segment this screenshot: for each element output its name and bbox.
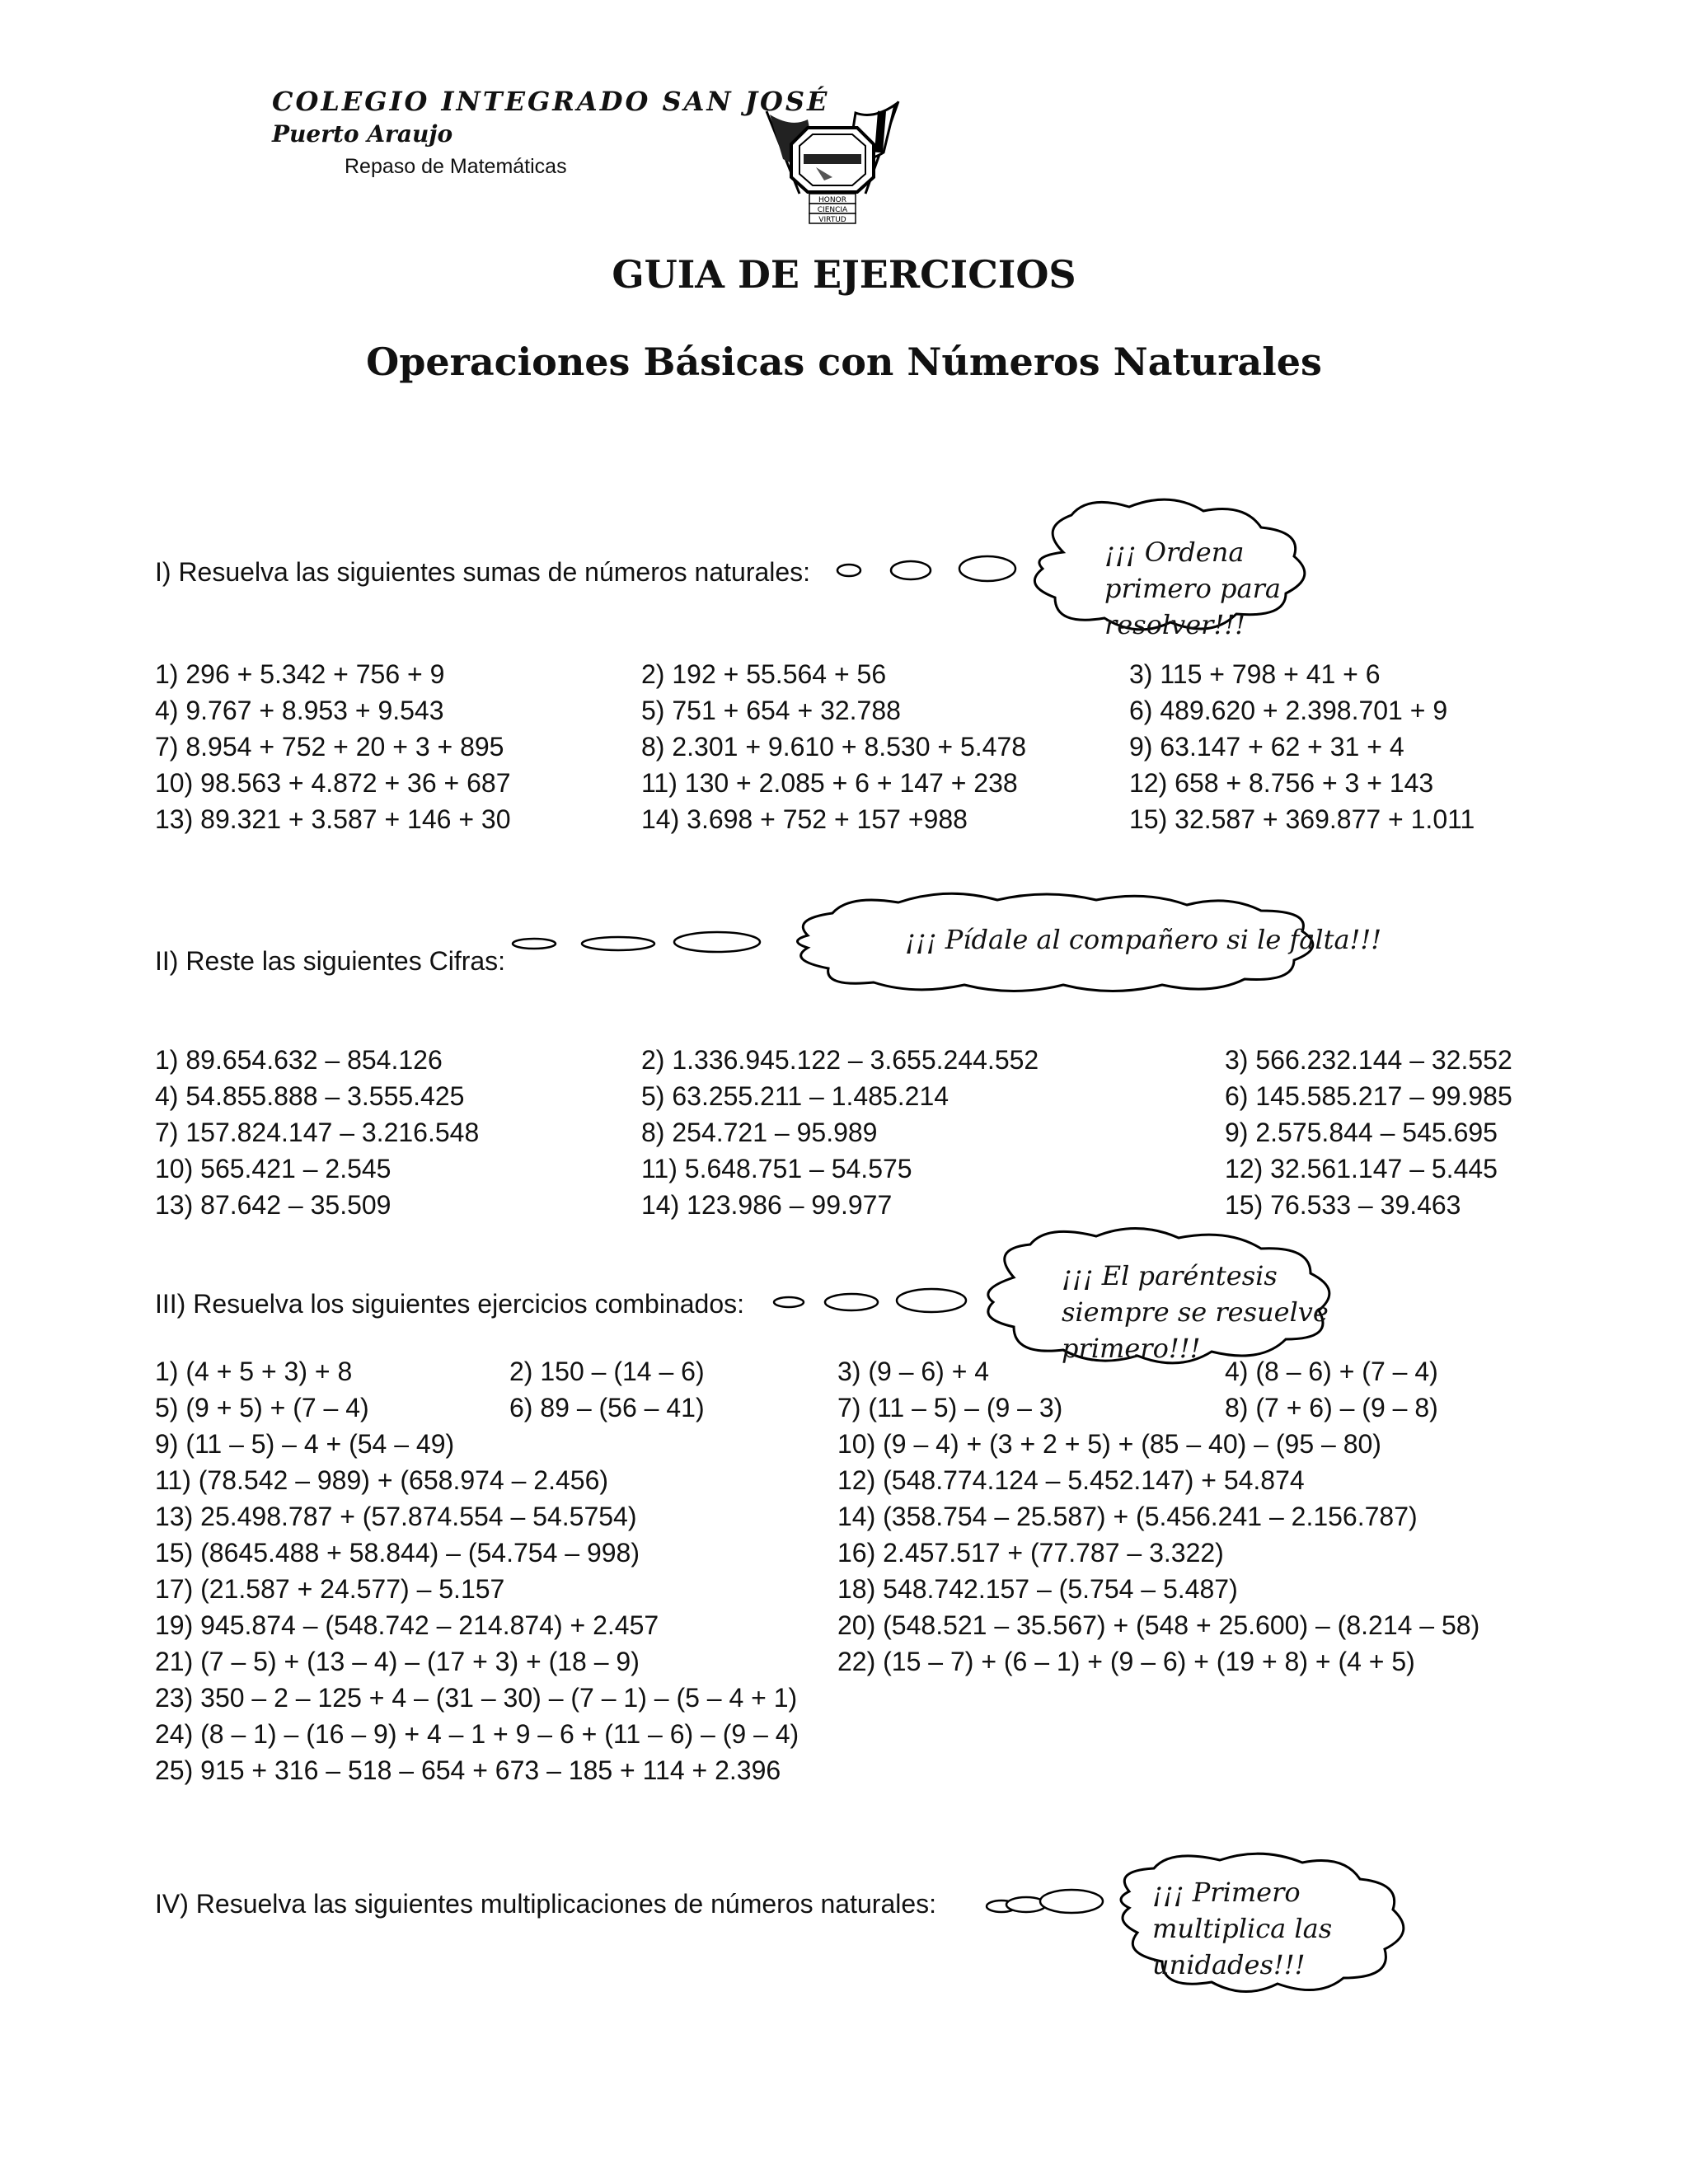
bubble-1-line-1: ¡¡¡ Ordena [1104,537,1245,568]
combined-item: 18) 548.742.157 – (5.754 – 5.487) [837,1574,1238,1604]
page-title: GUIA DE EJERCICIOS [612,252,1076,297]
combined-item: 3) (9 – 6) + 4 [837,1357,990,1386]
sum-item: 2) 192 + 55.564 + 56 [641,659,887,689]
combined-item: 7) (11 – 5) – (9 – 3) [837,1393,1063,1422]
combined-item: 24) (8 – 1) – (16 – 9) + 4 – 1 + 9 – 6 + (11 – 6) – (9 – 4) [155,1719,799,1749]
bubble-4-line-3: unidades!!! [1152,1949,1306,1980]
subtraction-item: 9) 2.575.844 – 545.695 [1225,1118,1498,1147]
subtraction-item: 6) 145.585.217 – 99.985 [1225,1081,1512,1111]
bubble-1-line-3: resolver!!! [1104,609,1246,640]
page-subtitle: Operaciones Básicas con Números Naturales [366,340,1322,384]
combined-item: 17) (21.587 + 24.577) – 5.157 [155,1574,505,1604]
sum-item: 7) 8.954 + 752 + 20 + 3 + 895 [155,732,504,762]
bubble-2-line-1: ¡¡¡ Pídale al compañero si le falta!!! [905,924,1382,955]
sum-item: 4) 9.767 + 8.953 + 9.543 [155,696,444,725]
section-2-heading: II) Reste las siguientes Cifras: [155,946,506,976]
bubble-1-line-2: primero para [1104,573,1281,604]
bubble-3-line-2: siempre se resuelve [1062,1296,1329,1328]
combined-item: 19) 945.874 – (548.742 – 214.874) + 2.457 [155,1610,659,1640]
sum-item: 15) 32.587 + 369.877 + 1.011 [1129,804,1475,834]
section-3-heading: III) Resuelva los siguientes ejercicios combinados: [155,1289,744,1319]
combined-item: 10) (9 – 4) + (3 + 2 + 5) + (85 – 40) – (95 – 80) [837,1429,1381,1459]
combined-item: 2) 150 – (14 – 6) [509,1357,705,1386]
school-town: Puerto Araujo [272,120,453,148]
sum-item: 8) 2.301 + 9.610 + 8.530 + 5.478 [641,732,1027,762]
sum-item: 6) 489.620 + 2.398.701 + 9 [1129,696,1448,725]
combined-item: 20) (548.521 – 35.567) + (548 + 25.600) – (8.214 – 58) [837,1610,1480,1640]
combined-item: 23) 350 – 2 – 125 + 4 – (31 – 30) – (7 – 1) – (5 – 4 + 1) [155,1683,798,1713]
sum-item: 5) 751 + 654 + 32.788 [641,696,901,725]
combined-item: 14) (358.754 – 25.587) + (5.456.241 – 2.156.787) [837,1502,1418,1531]
combined-item: 6) 89 – (56 – 41) [509,1393,705,1422]
subject-label: Repaso de Matemáticas [345,155,567,178]
sum-item: 14) 3.698 + 752 + 157 +988 [641,804,968,834]
combined-item: 8) (7 + 6) – (9 – 8) [1225,1393,1438,1422]
sum-item: 12) 658 + 8.756 + 3 + 143 [1129,768,1434,798]
combined-item: 5) (9 + 5) + (7 – 4) [155,1393,369,1422]
subtraction-item: 2) 1.336.945.122 – 3.655.244.552 [641,1045,1039,1075]
section-4-heading: IV) Resuelva las siguientes multiplicaciones de números naturales: [155,1889,937,1919]
combined-item: 1) (4 + 5 + 3) + 8 [155,1357,353,1386]
bubble-4-line-2: multiplica las [1152,1913,1333,1944]
svg-text:HONOR: HONOR [818,196,846,204]
sum-item: 9) 63.147 + 62 + 31 + 4 [1129,732,1404,762]
sum-item: 3) 115 + 798 + 41 + 6 [1129,659,1381,689]
combined-item: 15) (8645.488 + 58.844) – (54.754 – 998) [155,1538,640,1568]
subtraction-item: 12) 32.561.147 – 5.445 [1225,1154,1498,1183]
subtraction-item: 7) 157.824.147 – 3.216.548 [155,1118,480,1147]
subtraction-item: 13) 87.642 – 35.509 [155,1190,392,1220]
subtraction-item: 3) 566.232.144 – 32.552 [1225,1045,1512,1075]
subtraction-item: 1) 89.654.632 – 854.126 [155,1045,443,1075]
subtraction-item: 8) 254.721 – 95.989 [641,1118,878,1147]
subtraction-item: 4) 54.855.888 – 3.555.425 [155,1081,465,1111]
sum-item: 1) 296 + 5.342 + 756 + 9 [155,659,445,689]
combined-item: 22) (15 – 7) + (6 – 1) + (9 – 6) + (19 + 8) + (4 + 5) [837,1647,1415,1676]
combined-item: 25) 915 + 316 – 518 – 654 + 673 – 185 + 114 + 2.396 [155,1755,781,1785]
combined-item: 13) 25.498.787 + (57.874.554 – 54.5754) [155,1502,637,1531]
sum-item: 11) 130 + 2.085 + 6 + 147 + 238 [641,768,1018,798]
svg-text:CIENCIA: CIENCIA [817,206,848,214]
subtraction-item: 14) 123.986 – 99.977 [641,1190,893,1220]
bubble-3-line-3: primero!!! [1062,1333,1201,1364]
subtraction-item: 11) 5.648.751 – 54.575 [641,1154,912,1183]
bubble-3-line-1: ¡¡¡ El paréntesis [1062,1260,1278,1291]
combined-item: 4) (8 – 6) + (7 – 4) [1225,1357,1438,1386]
sum-item: 10) 98.563 + 4.872 + 36 + 687 [155,768,511,798]
combined-item: 16) 2.457.517 + (77.787 – 3.322) [837,1538,1224,1568]
combined-item: 9) (11 – 5) – 4 + (54 – 49) [155,1429,455,1459]
combined-item: 21) (7 – 5) + (13 – 4) – (17 + 3) + (18 – 9) [155,1647,640,1676]
subtraction-item: 15) 76.533 – 39.463 [1225,1190,1461,1220]
section-1-heading: I) Resuelva las siguientes sumas de números naturales: [155,557,811,587]
school-name: COLEGIO INTEGRADO SAN JOSÉ [272,86,830,117]
school-crest-with-flags-icon [758,95,907,227]
combined-item: 11) (78.542 – 989) + (658.974 – 2.456) [155,1465,609,1495]
sum-item: 13) 89.321 + 3.587 + 146 + 30 [155,804,511,834]
bubble-4-line-1: ¡¡¡ Primero [1152,1877,1301,1908]
combined-item: 12) (548.774.124 – 5.452.147) + 54.874 [837,1465,1305,1495]
svg-text:VIRTUD: VIRTUD [818,216,846,224]
subtraction-item: 10) 565.421 – 2.545 [155,1154,392,1183]
subtraction-item: 5) 63.255.211 – 1.485.214 [641,1081,950,1111]
